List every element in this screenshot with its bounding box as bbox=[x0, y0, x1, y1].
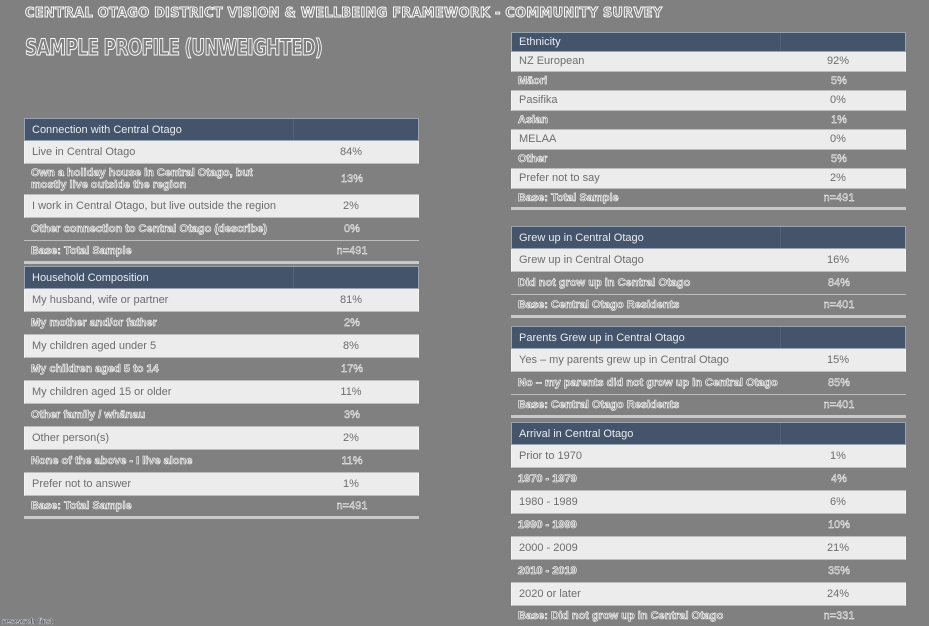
header-divider bbox=[780, 423, 781, 444]
header-divider bbox=[293, 119, 294, 140]
table-row bbox=[511, 272, 906, 295]
row-label: My children aged 5 to 14 bbox=[31, 363, 159, 375]
base-row bbox=[511, 189, 906, 210]
base-value: n=491 bbox=[336, 500, 368, 512]
arrival-table bbox=[511, 422, 906, 626]
row-label: Māori bbox=[518, 74, 548, 87]
table-row bbox=[511, 537, 906, 560]
table-row bbox=[511, 491, 906, 514]
header-divider bbox=[780, 327, 781, 348]
row-label: Other person(s) bbox=[32, 432, 110, 444]
row-value: 0% bbox=[830, 94, 846, 107]
row-label: I work in Central Otago, but live outside the region bbox=[32, 200, 276, 212]
table-header bbox=[511, 32, 906, 52]
table-row bbox=[24, 358, 419, 381]
row-value: 2% bbox=[343, 200, 359, 212]
header-divider bbox=[293, 267, 294, 288]
row-label: No – my parents did not grow up in Central Otago bbox=[518, 377, 778, 389]
row-label: My children aged under 5 bbox=[32, 340, 157, 352]
row-value: 2% bbox=[343, 432, 359, 444]
row-value: 1% bbox=[830, 450, 846, 462]
survey-title: CENTRAL OTAGO DISTRICT VISION & WELLBEING FRAMEWORK - COMMUNITY SURVEY bbox=[25, 6, 663, 21]
row-label: Own a holiday house in Central Otago, but mostly live outside the region bbox=[31, 167, 253, 191]
table-header bbox=[511, 226, 906, 249]
row-label: Other connection to Central Otago (describe) bbox=[31, 223, 267, 235]
table-row bbox=[511, 169, 906, 189]
row-label: My mother and/or father bbox=[31, 317, 157, 329]
table-row bbox=[24, 381, 419, 404]
table-row bbox=[24, 218, 419, 241]
row-label: None of the above - I live alone bbox=[31, 455, 193, 467]
row-label: Prefer not to answer bbox=[32, 478, 132, 490]
base-row bbox=[511, 295, 906, 318]
household-table bbox=[24, 266, 419, 519]
row-label: Did not grow up in Central Otago bbox=[518, 277, 691, 289]
connection-table bbox=[24, 118, 419, 264]
base-value: n=491 bbox=[823, 191, 855, 204]
row-value: 15% bbox=[826, 354, 850, 366]
table-title: Arrival in Central Otago bbox=[519, 427, 634, 440]
table-row bbox=[511, 445, 906, 468]
row-value: 13% bbox=[340, 173, 364, 185]
base-label: Base: Total Sample bbox=[518, 191, 619, 204]
base-row bbox=[24, 241, 419, 264]
row-value: 2% bbox=[344, 317, 360, 329]
row-value: 5% bbox=[831, 74, 847, 87]
table-header bbox=[511, 422, 906, 445]
base-row bbox=[511, 606, 906, 626]
table-row bbox=[24, 404, 419, 427]
row-value: 11% bbox=[340, 386, 362, 398]
table-header bbox=[24, 266, 419, 289]
table-header bbox=[24, 118, 419, 141]
base-row bbox=[511, 395, 906, 418]
table-header bbox=[511, 326, 906, 349]
row-value: 17% bbox=[340, 363, 364, 375]
base-label: Base: Central Otago Residents bbox=[518, 299, 680, 311]
row-label: 2000 - 2009 bbox=[519, 542, 578, 554]
row-label: 1990 - 1999 bbox=[518, 519, 577, 531]
row-value: 6% bbox=[830, 496, 846, 508]
row-label: 1970 - 1979 bbox=[518, 473, 577, 485]
table-row bbox=[511, 52, 906, 72]
base-label: Base: Central Otago Residents bbox=[518, 399, 680, 411]
table-row bbox=[24, 289, 419, 312]
row-label: MELAA bbox=[519, 133, 557, 146]
table-row bbox=[511, 372, 906, 395]
table-row bbox=[24, 473, 419, 496]
table-title: Parents Grew up in Central Otago bbox=[519, 331, 685, 344]
row-label: 2020 or later bbox=[519, 588, 581, 600]
row-value: 11% bbox=[341, 455, 363, 467]
table-row bbox=[511, 514, 906, 537]
table-row bbox=[511, 560, 906, 583]
base-value: n=331 bbox=[823, 610, 855, 622]
ethnicity-table bbox=[511, 32, 906, 210]
base-label: Base: Total Sample bbox=[31, 500, 132, 512]
row-value: 4% bbox=[831, 473, 847, 485]
row-label: Prior to 1970 bbox=[519, 450, 582, 462]
row-label: 1980 - 1989 bbox=[519, 496, 578, 508]
table-row bbox=[24, 335, 419, 358]
row-value: 3% bbox=[344, 409, 360, 421]
table-row bbox=[511, 150, 906, 170]
row-label: Asian bbox=[518, 113, 548, 126]
footer-logo: research first bbox=[2, 617, 53, 626]
row-value: 84% bbox=[827, 277, 851, 289]
header-divider bbox=[780, 33, 781, 51]
row-label: 2010 - 2019 bbox=[518, 565, 577, 577]
row-value: 84% bbox=[339, 146, 363, 158]
table-row bbox=[511, 349, 906, 372]
row-value: 0% bbox=[830, 133, 846, 146]
table-row bbox=[511, 72, 906, 92]
base-value: n=401 bbox=[823, 299, 855, 311]
row-value: 85% bbox=[827, 377, 851, 389]
row-value: 5% bbox=[831, 152, 847, 165]
table-row bbox=[24, 195, 419, 218]
row-label: Grew up in Central Otago bbox=[519, 254, 644, 266]
table-row bbox=[24, 450, 419, 473]
table-title: Grew up in Central Otago bbox=[519, 231, 644, 244]
base-label: Base: Total Sample bbox=[31, 245, 132, 257]
table-row bbox=[511, 583, 906, 606]
row-value: 24% bbox=[826, 588, 850, 600]
row-label: Pasifika bbox=[519, 94, 558, 107]
row-value: 16% bbox=[826, 254, 850, 266]
row-label: Live in Central Otago bbox=[32, 146, 136, 158]
row-value: 81% bbox=[339, 294, 363, 306]
row-value: 35% bbox=[827, 565, 851, 577]
table-title: Ethnicity bbox=[519, 36, 561, 48]
row-label: My husband, wife or partner bbox=[32, 294, 169, 306]
parents-table bbox=[511, 326, 906, 418]
row-label: My children aged 15 or older bbox=[32, 386, 172, 398]
row-value: 2% bbox=[830, 172, 846, 185]
table-title: Connection with Central Otago bbox=[32, 123, 182, 136]
row-label: NZ European bbox=[519, 55, 585, 68]
row-label: Prefer not to say bbox=[519, 172, 600, 185]
page-title: SAMPLE PROFILE (UNWEIGHTED) bbox=[25, 36, 323, 61]
base-value: n=491 bbox=[336, 245, 368, 257]
table-row bbox=[511, 111, 906, 131]
row-value: 0% bbox=[344, 223, 360, 235]
row-label: Yes – my parents grew up in Central Otago bbox=[519, 354, 729, 366]
table-row bbox=[24, 164, 419, 195]
row-value: 8% bbox=[343, 340, 359, 352]
table-title: Household Composition bbox=[32, 271, 149, 284]
row-label: Other bbox=[518, 152, 548, 165]
row-value: 1% bbox=[343, 478, 359, 490]
table-row bbox=[511, 249, 906, 272]
row-label: Other family / whānau bbox=[31, 409, 146, 421]
header-divider bbox=[780, 227, 781, 248]
base-row bbox=[24, 496, 419, 519]
grew-up-table bbox=[511, 226, 906, 318]
row-value: 92% bbox=[826, 55, 850, 68]
row-value: 21% bbox=[826, 542, 850, 554]
table-row bbox=[24, 141, 419, 164]
table-row bbox=[24, 312, 419, 335]
table-row bbox=[24, 427, 419, 450]
row-value: 10% bbox=[827, 519, 851, 531]
table-row bbox=[511, 130, 906, 150]
row-value: 1% bbox=[831, 113, 847, 126]
table-row bbox=[511, 468, 906, 491]
table-row bbox=[511, 91, 906, 111]
base-value: n=401 bbox=[823, 399, 855, 411]
base-label: Base: Did not grow up in Central Otago bbox=[518, 610, 724, 622]
